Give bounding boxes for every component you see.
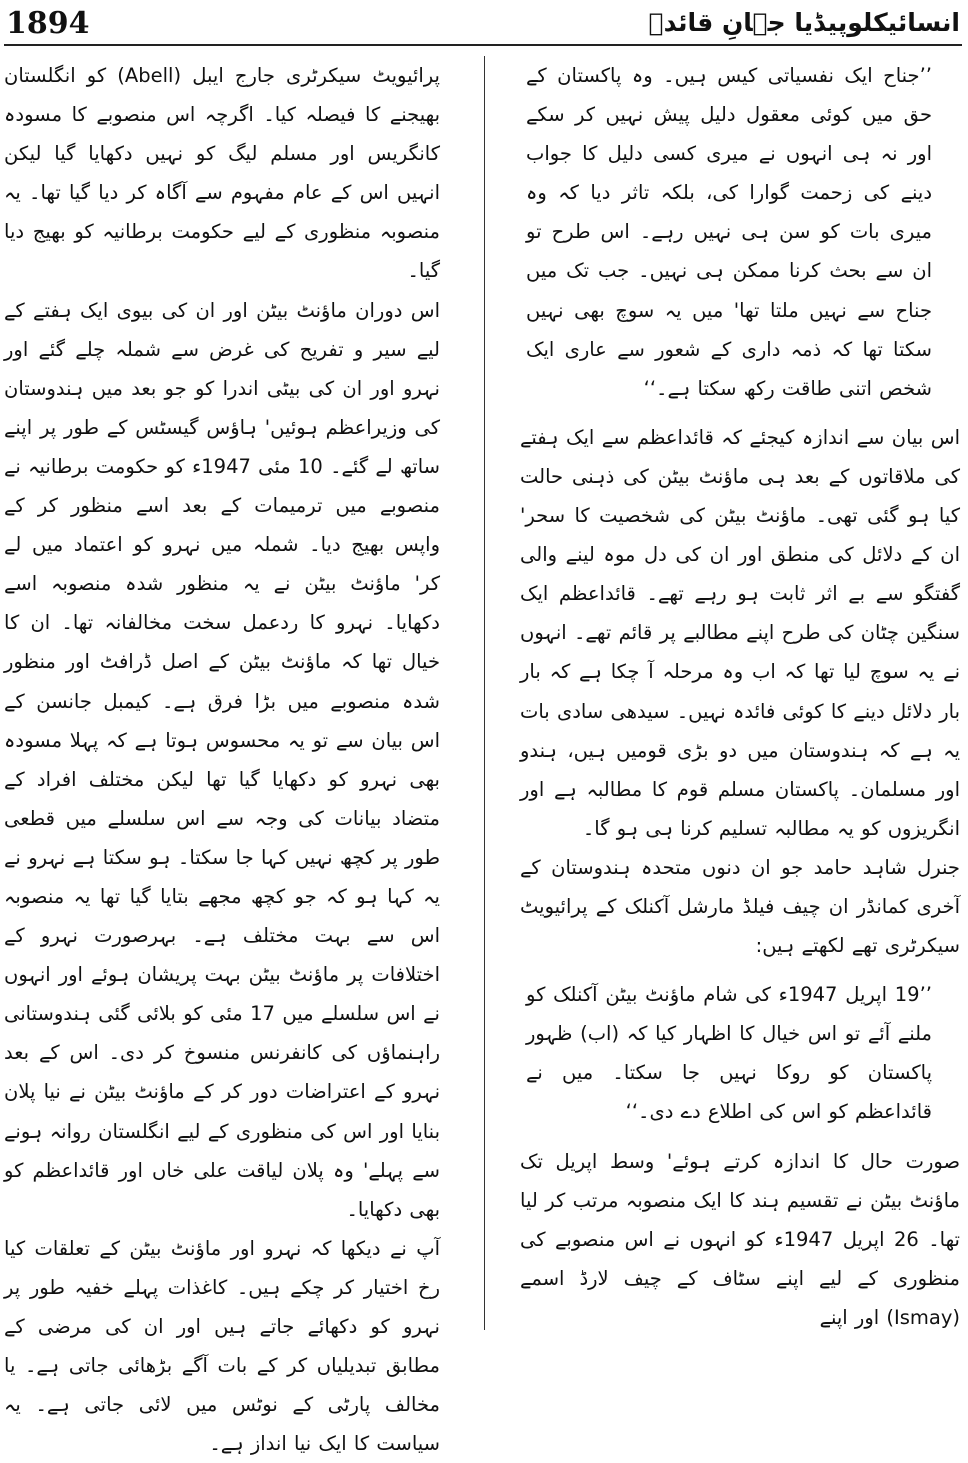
- running-title: انسائیکلوپیڈیا جہانِ قائدؒ: [648, 8, 960, 37]
- quote-paragraph: ’’جناح ایک نفسیاتی کیس ہیں۔ وہ پاکستان کے حق میں کوئی معقول دلیل پیش نہیں کر سکے اور نہ ہی انہوں نے میری کسی دلیل کا جواب دینے کی زحمت گوارا کی، بلکہ تاثر دیا کہ وہ میری بات کو سن ہی نہیں رہے۔ اس طرح تو ان سے بحث کرنا ممکن ہی نہیں۔ جب تک میں جناح سے نہیں ملتا تھا' میں یہ سوچ بھی نہیں سکتا تھا کہ ذمہ داری کے شعور سے عاری ایک شخص اتنی طاقت رکھ سکتا ہے۔‘‘: [526, 64, 932, 400]
- body-paragraph: پرائیویٹ سیکرٹری جارج ایبل (Abell) کو انگلستان بھیجنے کا فیصلہ کیا۔ اگرچہ اس منصوبے کا مسودہ کانگریس اور مسلم لیگ کو نہیں دکھایا گیا لیکن انہیں اس کے عام مفہوم سے آگاہ کر دیا گیا تھا۔ یہ منصوبہ منظوری کے لیے حکومت برطانیہ کو بھیج دیا گیا۔: [4, 64, 440, 283]
- right-column: [520, 56, 960, 1337]
- header-rule: [4, 44, 962, 46]
- body-paragraph: آپ نے دیکھا کہ نہرو اور ماؤنٹ بیٹن کے تعلقات کیا رخ اختیار کر چکے ہیں۔ کاغذات پہلے خفیہ طور پر نہرو کو دکھائے جاتے ہیں اور ان کی مرضی کے مطابق تبدیلیاں کر کے بات آگے بڑھائی جاتی ہے۔ یا مخالف پارٹی کے نوٹس میں لائی جاتی ہے۔ یہ سیاست کا ایک نیا انداز ہے۔: [4, 1236, 440, 1456]
- body-paragraph: صورت حال کا اندازہ کرتے ہوئے' وسط اپریل تک ماؤنٹ بیٹن نے تقسیم ہند کا ایک منصوبہ مرتب کر لیا تھا۔ 26 اپریل 1947ء کو انہوں نے اس منصوبے کی منظوری کے لیے اپنے سٹاف کے چیف لارڈ اسمے (Ismay) اور اپنے: [520, 1149, 960, 1329]
- body-paragraph: اس بیان سے اندازہ کیجئے کہ قائداعظم سے ایک ہفتے کی ملاقاتوں کے بعد ہی ماؤنٹ بیٹن کی ذہنی حالت کیا ہو گئی تھی۔ ماؤنٹ بیٹن کی شخصیت کا سحر' ان کے دلائل کی منطق اور ان کی دل موہ لینے والی گفتگو سے بے اثر ثابت ہو رہے تھے۔ قائداعظم ایک سنگین چٹان کی طرح اپنے مطالبے پر قائم تھے۔ انہوں نے یہ سوچ لیا تھا کہ اب وہ مرحلہ آ چکا ہے کہ بار بار دلائل دینے کا کوئی فائدہ نہیں۔ سیدھی سادی بات یہ ہے کہ ہندوستان میں دو بڑی قومیں ہیں، ہندو اور مسلمان۔ پاکستان مسلم قوم کا مطالبہ ہے اور انگریزوں کو یہ مطالبہ تسلیم کرنا ہی ہو گا۔: [520, 425, 960, 840]
- body-paragraph: جنرل شاہد حامد جو ان دنوں متحدہ ہندوستان کے آخری کمانڈر ان چیف فیلڈ مارشل آکنلک کے پرائیویٹ سیکرٹری تھے لکھتے ہیں:: [520, 855, 960, 958]
- page-number: 1894: [6, 6, 90, 41]
- quote-paragraph: ’’19 اپریل 1947ء کی شام ماؤنٹ بیٹن آکنلک کو ملنے آئے تو اس خیال کا اظہار کیا کہ (اب) ظہور پاکستان کو روکا نہیں جا سکتا۔ میں نے قائداعظم کو اس کی اطلاع دے دی۔‘‘: [526, 983, 932, 1124]
- column-divider: [484, 56, 485, 1330]
- body-paragraph: اس دوران ماؤنٹ بیٹن اور ان کی بیوی ایک ہفتے کے لیے سیر و تفریح کی غرض سے شملہ چلے گئے اور نہرو اور ان کی بیٹی اندرا کو جو بعد میں ہندوستان کی وزیراعظم ہوئیں' ہاؤس گیسٹس کے طور پر اپنے ساتھ لے گئے۔ 10 مئی 1947ء کو حکومت برطانیہ نے منصوبے میں ترمیمات کے بعد اسے منظور کر کے واپس بھیج دیا۔ شملہ میں نہرو کو اعتماد میں لے کر' ماؤنٹ بیٹن نے یہ منظور شدہ منصوبہ اسے دکھایا۔ نہرو کا ردعمل سخت مخالفانہ تھا۔ ان کا خیال تھا کہ ماؤنٹ بیٹن کے اصل ڈرافٹ اور منظور شدہ منصوبے میں بڑا فرق ہے۔ کیمبل جانسن کے اس بیان سے تو یہ محسوس ہوتا ہے کہ پہلا مسودہ بھی نہرو کو دکھایا گیا تھا لیکن مختلف افراد کے متضاد بیانات کی وجہ سے اس سلسلے میں قطعی طور پر کچھ نہیں کہا جا سکتا۔ ہو سکتا ہے نہرو نے یہ کہا ہو کہ جو کچھ مجھے بتایا گیا تھا یہ منصوبہ اس سے بہت مختلف ہے۔ بہرصورت نہرو کے اختلافات پر ماؤنٹ بیٹن بہت پریشان ہوئے اور انہوں نے اس سلسلے میں 17 مئی کو بلائی گئی ہندوستانی راہنماؤں کی کانفرنس منسوخ کر دی۔ اس کے بعد نہرو کے اعتراضات دور کر کے ماؤنٹ بیٹن نے نیا پلان بنایا اور اس کی منظوری کے لیے انگلستان روانہ ہونے سے پہلے' وہ پلان لیاقت علی خاں اور قائداعظم کو بھی دکھایا۔: [4, 298, 440, 1221]
- left-column: [4, 56, 440, 1463]
